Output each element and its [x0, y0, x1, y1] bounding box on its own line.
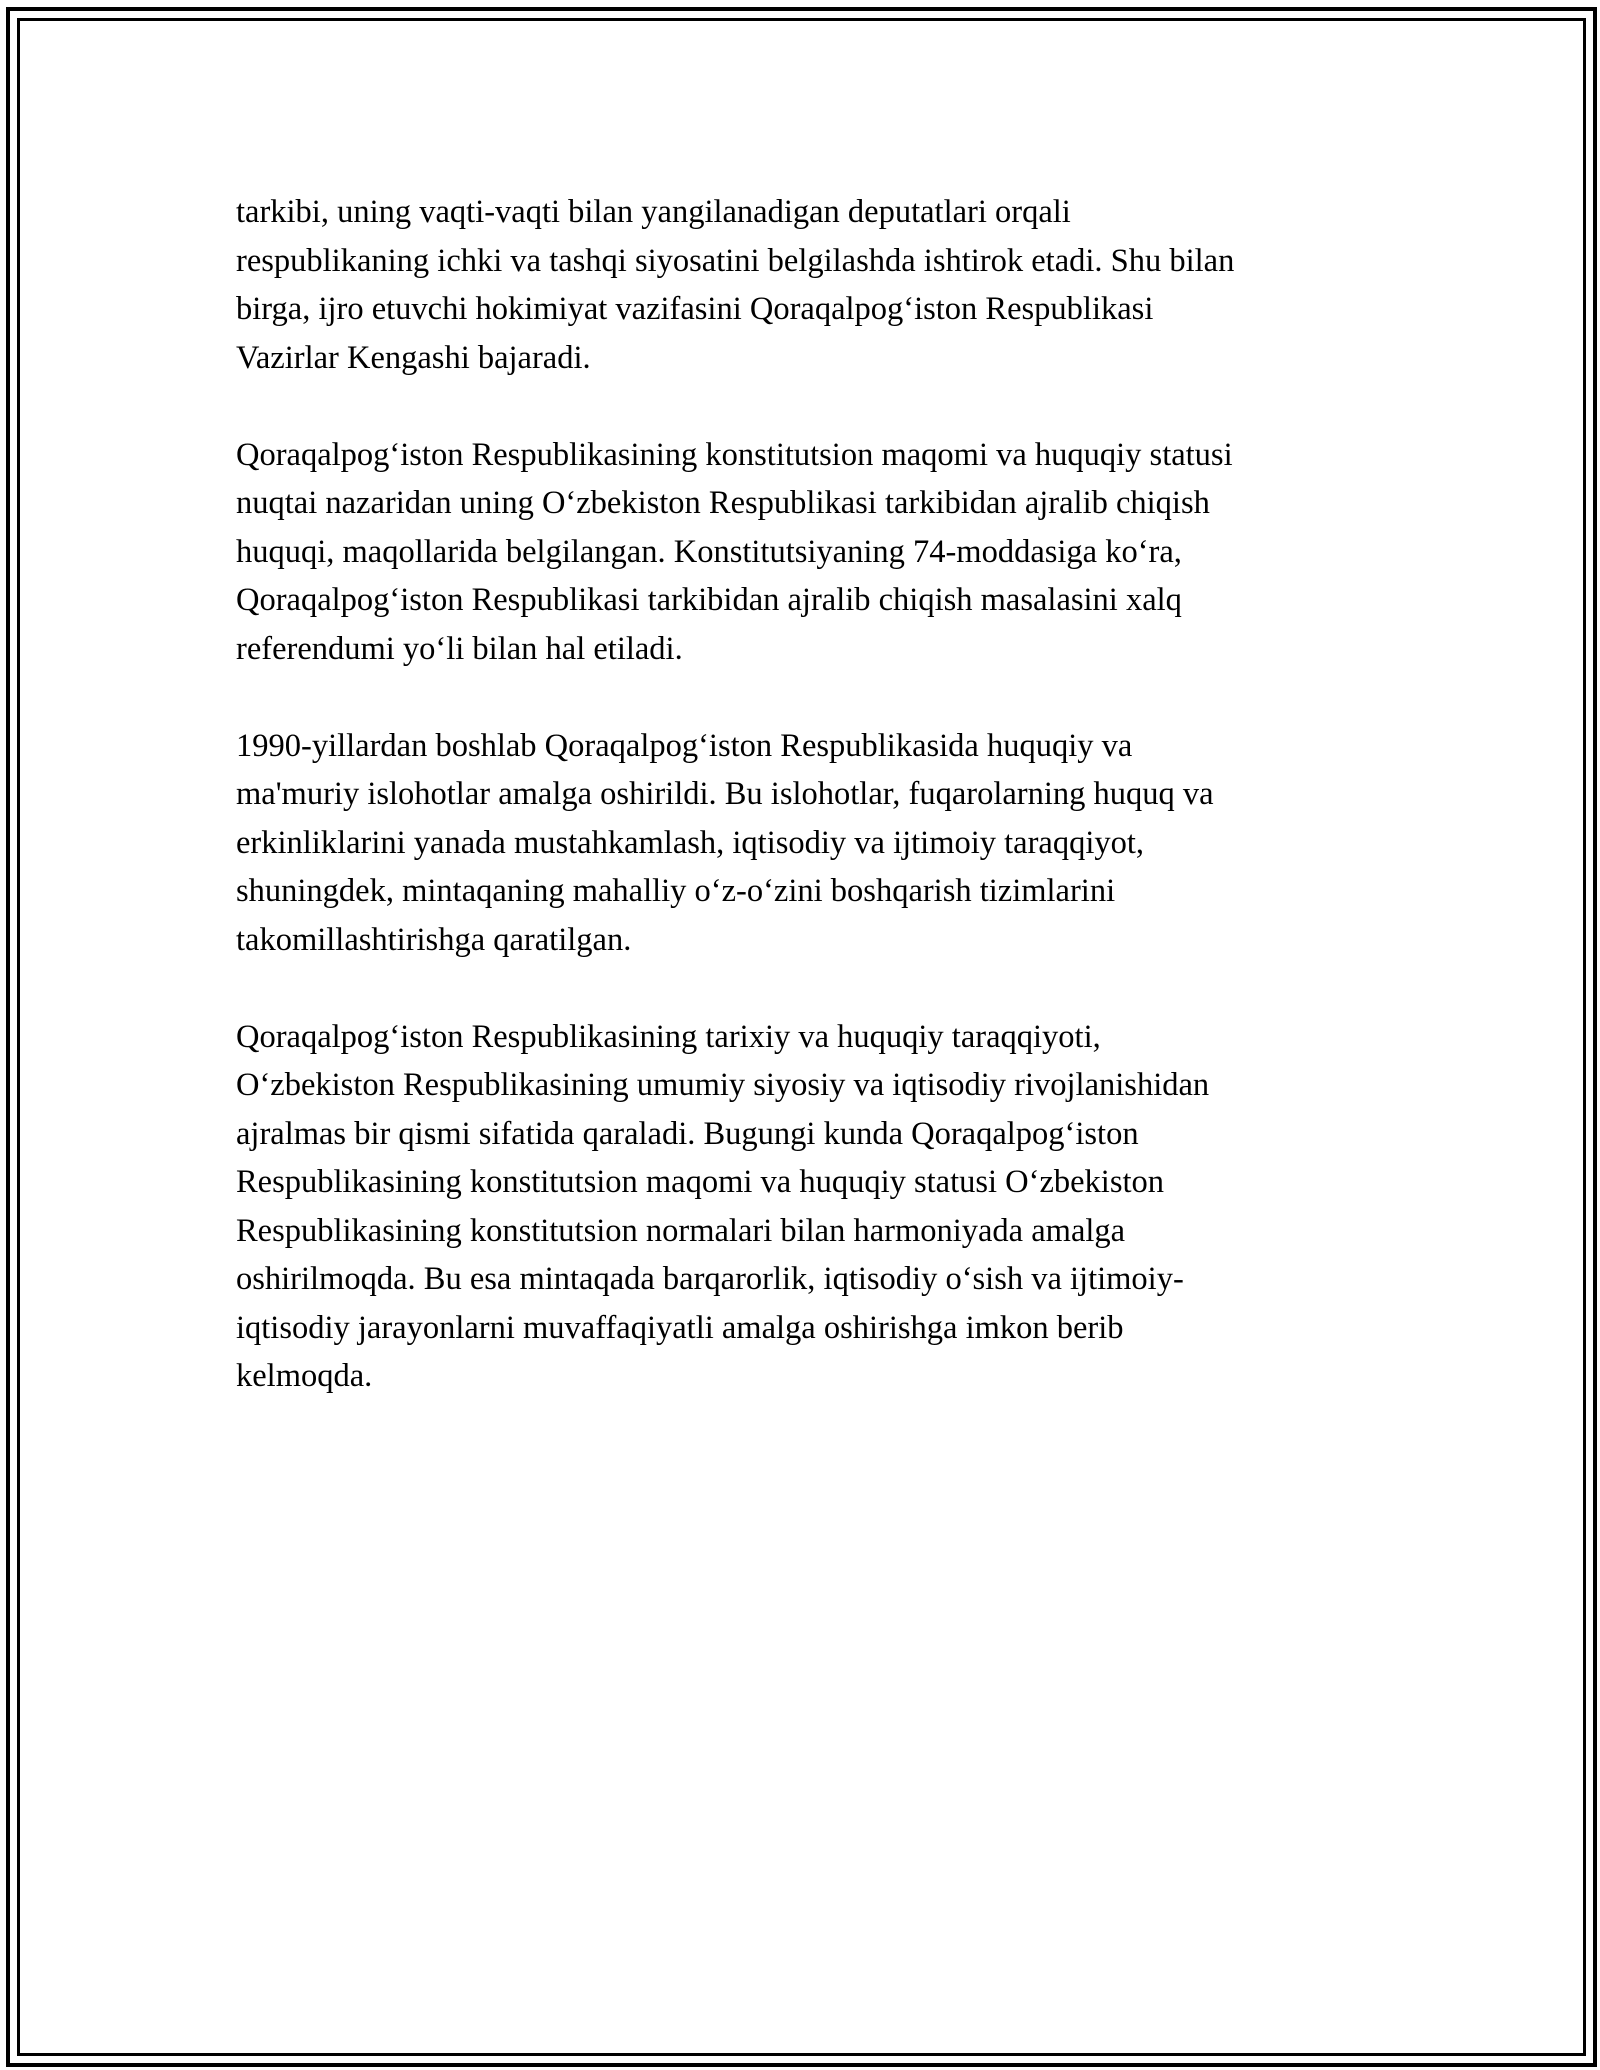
paragraph — [236, 722, 1396, 965]
paragraph — [236, 188, 1396, 382]
paragraph — [236, 431, 1396, 674]
text-line: Qoraqalpog‘iston Respublikasi tarkibidan ajralib chiqish masalasini xalq — [236, 582, 1182, 618]
text-line: Respublikasining konstitutsion normalari bilan harmoniyada amalga — [236, 1212, 1126, 1249]
text-line: kelmoqda. — [236, 1358, 373, 1394]
text-line: birga, ijro etuvchi hokimiyat vazifasini Qoraqalpog‘iston Respublikasi — [236, 291, 1154, 327]
text-line: respublikaning ichki va tashqi siyosatini belgilashda ishtirok etadi. Shu bilan — [236, 242, 1235, 279]
text-line: Respublikasining konstitutsion maqomi va huquqiy statusi O‘zbekiston — [236, 1164, 1165, 1200]
text-line: erkinliklarini yanada mustahkamlash, iqtisodiy va ijtimoiy taraqqiyot, — [236, 824, 1145, 861]
text-line: takomillashtirishga qaratilgan. — [236, 921, 632, 958]
text-line: Vazirlar Kengashi bajaradi. — [236, 339, 591, 376]
text-line: ajralmas bir qismi sifatida qaraladi. Bugungi kunda Qoraqalpog‘iston — [236, 1115, 1139, 1152]
text-line: shuningdek, mintaqaning mahalliy o‘z-o‘zini boshqarish tizimlarini — [236, 873, 1116, 909]
text-line: O‘zbekiston Respublikasining umumiy siyosiy va iqtisodiy rivojlanishidan — [236, 1067, 1210, 1103]
text-line: referendumi yo‘li bilan hal etiladi. — [236, 630, 683, 667]
text-line: oshirilmoqda. Bu esa mintaqada barqarorlik, iqtisodiy o‘sish va ijtimoiy- — [236, 1261, 1184, 1297]
text-line: nuqtai nazaridan uning O‘zbekiston Respublikasi tarkibidan ajralib chiqish — [236, 485, 1210, 521]
document-body — [236, 188, 1396, 1449]
text-line: iqtisodiy jarayonlarni muvaffaqiyatli amalga oshirishga imkon berib — [236, 1309, 1124, 1346]
paragraph — [236, 1013, 1396, 1401]
text-line: ma'muriy islohotlar amalga oshirildi. Bu islohotlar, fuqarolarning huquq va — [236, 776, 1214, 812]
text-line: Qoraqalpog‘iston Respublikasining konstitutsion maqomi va huquqiy statusi — [236, 436, 1233, 473]
text-line: Qoraqalpog‘iston Respublikasining tarixiy va huquqiy taraqqiyoti, — [236, 1018, 1101, 1055]
text-line: tarkibi, uning vaqti-vaqti bilan yangilanadigan deputatlari orqali — [236, 194, 1071, 230]
text-line: huquqi, maqollarida belgilangan. Konstitutsiyaning 74-moddasiga ko‘ra, — [236, 533, 1182, 570]
text-line: 1990-yillardan boshlab Qoraqalpog‘iston Respublikasida huquqiy va — [236, 727, 1133, 764]
